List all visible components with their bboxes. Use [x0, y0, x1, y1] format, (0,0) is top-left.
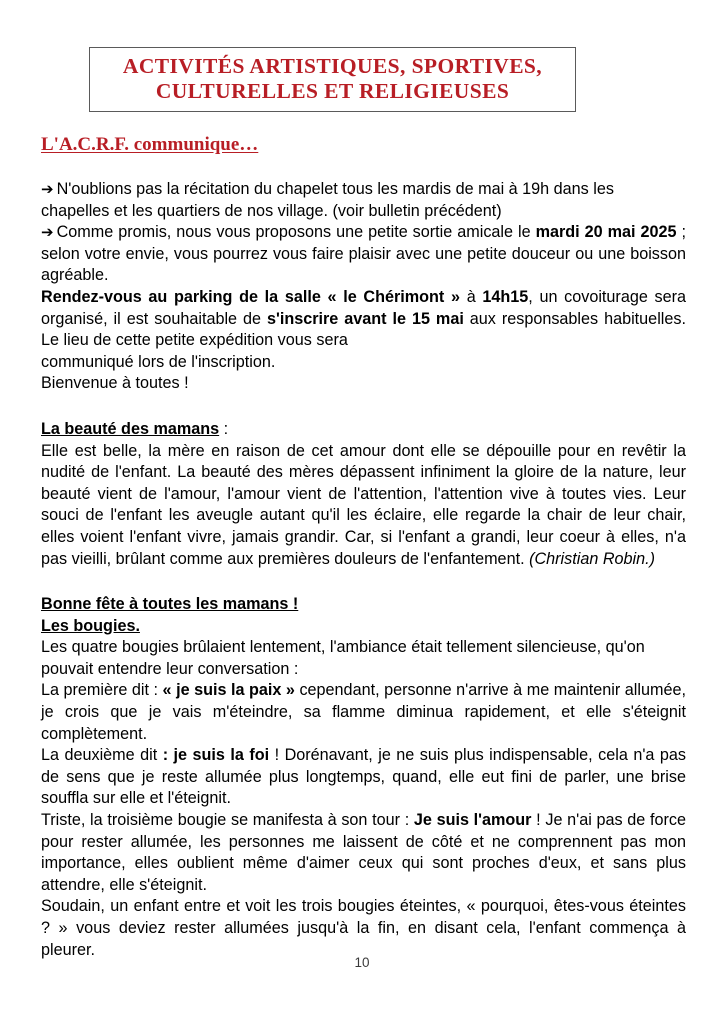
bougies-first-text-a: La première dit :: [41, 681, 163, 700]
heading-les-bougies-line: [41, 616, 686, 638]
beaute-attribution: (Christian Robin.): [529, 549, 656, 568]
bougies-third-quote: Je suis l'amour: [413, 811, 532, 830]
section-bougies: [41, 594, 686, 961]
acrf-bullet-2-text-a: Comme promis, nous vous proposons une petite sortie amicale le: [56, 223, 536, 242]
beaute-body-text: Elle est belle, la mère en raison de cet amour dont elle se dépouille pour en revêtir la nudité de l'enfant. La beauté des mères dépassent infiniment la gloire de la nature, leur beauté vient de l'amour, l'amour vient de l'attention, l'attention vive à toutes vies. Leur souci de l'enfant les aveugle autant qu'il les éclaire, elle regarde la chair de leur chair, elles voient l'enfant vivre, jamais grandir. Car, si l'enfant a grandi, leur coeur à elles, n'a pas vieilli, brûlant comme aux premières douleurs de l'enfantement.: [41, 441, 686, 568]
beaute-body: [41, 441, 686, 571]
acrf-rendezvous-time: 14h15: [482, 287, 529, 306]
page-title-line-1: ACTIVITÉS ARTISTIQUES, SPORTIVES,: [122, 54, 543, 78]
heading-les-bougies: Les bougies.: [41, 616, 140, 635]
section-heading-beaute-line: [41, 419, 686, 441]
acrf-tail-1: communiqué lors de l'inscription.: [41, 352, 276, 371]
page-number: 10: [354, 955, 370, 970]
arrow-right-icon: ➔: [41, 223, 54, 242]
bougies-first-candle: [41, 680, 686, 745]
bougies-third-text-c: ! Je n'ai pas de force pour rester allumée, les personnes me laissent de côté et ne comprennent pas mon importance, elles oublient même d'aimer ceux qui sont proches d'eux, et sans plus attendre, elle s'éteignit.: [41, 811, 686, 894]
bougies-intro: Les quatre bougies brûlaient lentement, l'ambiance était tellement silencieuse, qu'on pouvait entendre leur conversation :: [41, 638, 645, 678]
acrf-bullet-2-date: mardi 20 mai 2025: [535, 223, 677, 242]
page-title-box: [89, 47, 576, 112]
bougies-second-text-c: ! Dorénavant, je ne suis plus indispensable, cela n'a pas de sens que je reste allumée plus longtemps, quand, elle eut fini de parler, une brise souffla sur elle et l'éteignit.: [41, 746, 686, 808]
bougies-first-quote: « je suis la paix »: [162, 681, 295, 700]
bougies-second-text-a: La deuxième dit: [41, 746, 163, 765]
document-body: [41, 133, 686, 961]
heading-bonne-fete-line: [41, 594, 686, 616]
section-heading-beaute-suffix: :: [219, 419, 229, 438]
section-heading-acrf: L'A.C.R.F. communique…: [41, 134, 259, 155]
bougies-ending: Soudain, un enfant entre et voit les trois bougies éteintes, « pourquoi, êtes-vous éteintes ? » vous deviez rester allumées jusqu'à la fin, en disant cela, l'enfant commença à pleurer.: [41, 897, 686, 959]
section-acrf: [41, 133, 686, 395]
section-beaute-des-mamans: [41, 419, 686, 570]
bougies-third-text-a: Triste, la troisième bougie se manifesta à son tour :: [41, 811, 414, 830]
acrf-bullet-1-text: N'oublions pas la récitation du chapelet tous les mardis de mai à 19h dans les chapelles et les quartiers de nos village. (voir bulletin précédent): [41, 180, 614, 220]
acrf-rendezvous-text-f: aux responsables habituelles. Le lieu de cette petite expédition vous sera: [41, 309, 686, 350]
acrf-rendezvous-deadline: s'inscrire avant le 15 mai: [266, 309, 464, 328]
bougies-first-text-c: cependant, personne n'arrive à me maintenir allumée, je crois que je vais m'éteindre, sa flamme diminua rapidement, et elle s'éteignit complètement.: [41, 681, 686, 743]
acrf-tail-2: Bienvenue à toutes !: [41, 374, 189, 393]
bougies-second-candle: [41, 745, 686, 810]
section-heading-beaute: La beauté des mamans: [41, 419, 220, 438]
bougies-second-quote: : je suis la foi: [162, 746, 270, 765]
arrow-right-icon: ➔: [41, 180, 54, 198]
acrf-rendezvous-text-d: , un covoiturage sera organisé, il est souhaitable de: [41, 287, 686, 328]
acrf-rendezvous: [41, 287, 686, 352]
acrf-bullet-2-text-c: ; selon votre envie, vous pourrez vous faire plaisir avec une petite douceur ou une boisson agréable.: [41, 223, 686, 285]
acrf-bullet-2: [41, 222, 686, 287]
page-title-line-2: CULTURELLES ET RELIGIEUSES: [155, 79, 510, 103]
acrf-rendezvous-text-b: à: [460, 287, 483, 306]
acrf-rendezvous-place: Rendez-vous au parking de la salle « le Chérimont »: [41, 287, 461, 306]
heading-bonne-fete: Bonne fête à toutes les mamans !: [41, 595, 299, 614]
acrf-bullet-1: [41, 179, 686, 222]
bougies-third-candle: [41, 810, 686, 896]
